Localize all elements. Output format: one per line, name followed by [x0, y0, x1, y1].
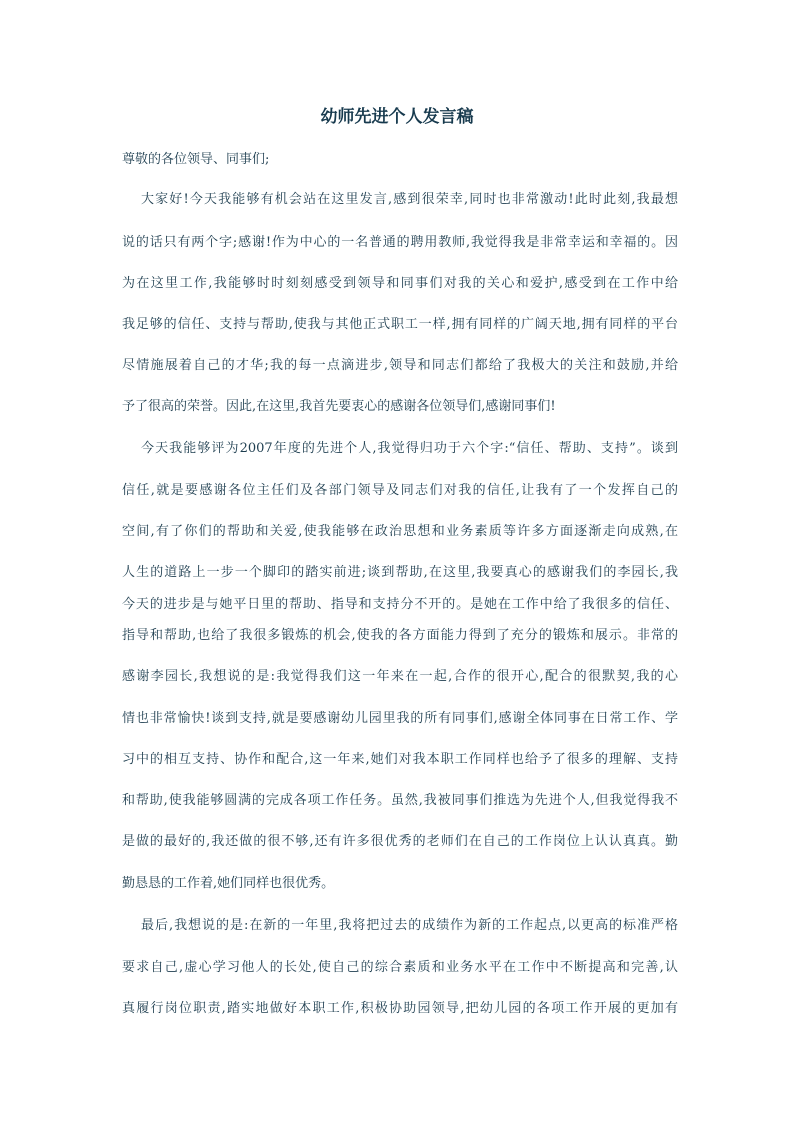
- paragraph-1-line-2: 说的话只有两个字;感谢!作为中心的一名普通的聘用教师,我觉得我是非常幸运和幸福的。因: [122, 235, 678, 250]
- paragraph-3-line-1: 最后,我想说的是:在新的一年里,我将把过去的成绩作为新的工作起点,以更高的标准严格: [141, 918, 678, 933]
- paragraph-2-line-2: 信任,就是要感谢各位主任们及各部门领导及同志们对我的信任,让我有了一个发挥自己的: [122, 483, 678, 498]
- page-title: 幼师先进个人发言稿: [320, 107, 474, 127]
- paragraph-2-line-10: 和帮助,使我能够圆满的完成各项工作任务。虽然,我被同事们推选为先进个人,但我觉得我不: [122, 793, 678, 808]
- paragraph-2-line-5: 今天的进步是与她平日里的帮助、指导和支持分不开的。是她在工作中给了我很多的信任、: [122, 597, 678, 612]
- paragraph-1-line-3: 为在这里工作,我能够时时刻刻感受到领导和同事们对我的关心和爱护,感受到在工作中给: [122, 276, 678, 291]
- paragraph-2-line-6: 指导和帮助,也给了我很多锻炼的机会,使我的各方面能力得到了充分的锻炼和展示。非常的: [122, 628, 678, 643]
- paragraph-1-line-4: 我足够的信任、支持与帮助,使我与其他正式职工一样,拥有同样的广阔天地,拥有同样的平台: [122, 317, 678, 332]
- salutation: 尊敬的各位领导、同事们;: [122, 152, 270, 167]
- paragraph-1-line-6: 予了很高的荣誉。因此,在这里,我首先要衷心的感谢各位领导们,感谢同事们!: [122, 399, 556, 414]
- paragraph-2-line-7: 感谢李园长,我想说的是:我觉得我们这一年来在一起,合作的很开心,配合的很默契,我的心: [122, 669, 678, 684]
- paragraph-2-line-8: 情也非常愉快!谈到支持,就是要感谢幼儿园里我的所有同事们,感谢全体同事在日常工作、学: [122, 711, 678, 726]
- paragraph-1-line-5: 尽情施展着自己的才华;我的每一点滴进步,领导和同志们都给了我极大的关注和鼓励,并给: [122, 358, 678, 373]
- paragraph-2-line-9: 习中的相互支持、协作和配合,这一年来,她们对我本职工作同样也给予了很多的理解、支持: [122, 752, 678, 767]
- paragraph-1-line-1: 大家好!今天我能够有机会站在这里发言,感到很荣幸,同时也非常激动!此时此刻,我最想: [141, 192, 678, 207]
- paragraph-2-line-4: 人生的道路上一步一个脚印的踏实前进;谈到帮助,在这里,我要真心的感谢我们的李园长,我: [122, 565, 678, 580]
- paragraph-3-line-3: 真履行岗位职责,踏实地做好本职工作,积极协助园领导,把幼儿园的各项工作开展的更加有: [122, 1001, 678, 1016]
- paragraph-2-line-11: 是做的最好的,我还做的很不够,还有许多很优秀的老师们在自己的工作岗位上认认真真。勤: [122, 834, 678, 849]
- paragraph-3-line-2: 要求自己,虚心学习他人的长处,使自己的综合素质和业务水平在工作中不断提高和完善,认: [122, 960, 678, 975]
- paragraph-2-line-3: 空间,有了你们的帮助和关爱,使我能够在政治思想和业务素质等许多方面逐渐走向成熟,在: [122, 524, 678, 539]
- paragraph-2-line-1: 今天我能够评为2007年度的先进个人,我觉得归功于六个字:“信任、帮助、支持”。谈到: [141, 441, 678, 456]
- paragraph-2-line-12: 勤恳恳的工作着,她们同样也很优秀。: [122, 876, 335, 891]
